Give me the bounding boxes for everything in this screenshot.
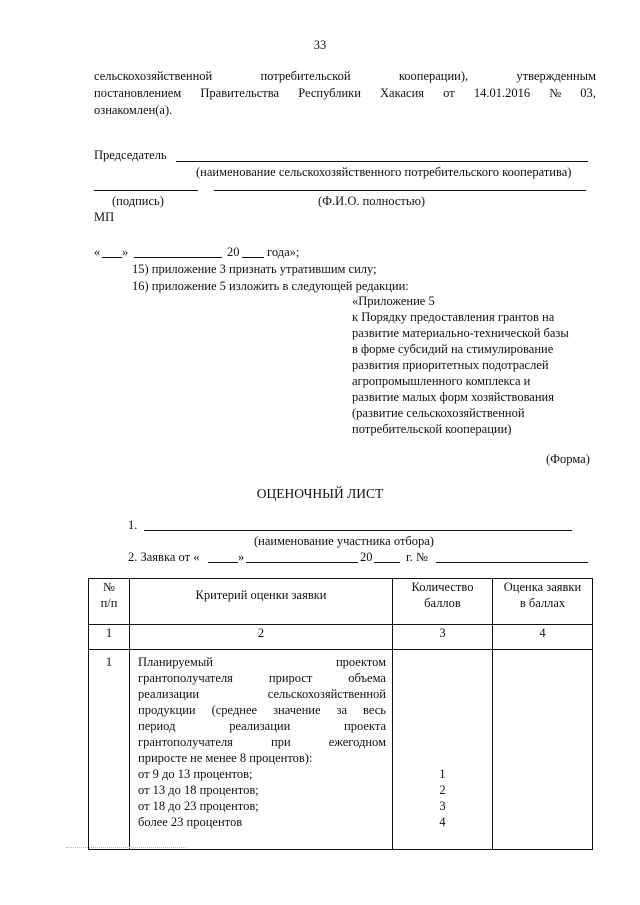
table-header-row — [89, 579, 593, 625]
score-1: 1 — [439, 767, 446, 781]
header-points: Количество баллов — [393, 579, 493, 625]
org-name-caption: (наименование сельскохозяйственного потребительского кооператива) — [196, 165, 572, 179]
intro-line-2: постановлением Правительства Республики Хакасия от 14.01.2016 № 03, — [94, 86, 596, 100]
date-day-line[interactable] — [102, 257, 122, 258]
header-criterion: Критерий оценки заявки — [130, 579, 393, 625]
option-2: от 13 до 18 процентов; — [138, 783, 259, 797]
appendix-line-6: агропромышленного комплекса и — [352, 374, 531, 388]
stamp-label: МП — [94, 210, 115, 224]
appendix-line-2: к Порядку предоставления грантов на — [352, 310, 555, 324]
appendix-line-9: потребительской кооперации) — [352, 422, 512, 436]
signature-line[interactable] — [94, 190, 198, 191]
header-number: № п/п — [89, 579, 130, 625]
application-number-line[interactable] — [436, 562, 588, 563]
appendix-line-8: (развитие сельскохозяйственной — [352, 406, 525, 420]
column-number-3: 3 — [393, 625, 493, 650]
intro-line-1: сельскохозяйственной потребительской кооперации), утвержденным — [94, 69, 596, 83]
row-number: 1 — [89, 650, 130, 850]
score-2: 2 — [439, 783, 446, 797]
application-year-line[interactable] — [374, 562, 400, 563]
criterion-line: реализации сельскохозяйственной — [138, 687, 386, 701]
evaluation-table — [88, 578, 593, 850]
appendix-line-7: развитие малых форм хозяйствования — [352, 390, 554, 404]
field-2-year: 20 — [360, 550, 373, 564]
participant-name-line[interactable] — [144, 530, 572, 531]
application-day-line[interactable] — [208, 562, 238, 563]
page-number: 33 — [313, 38, 327, 52]
fio-line[interactable] — [214, 190, 586, 191]
application-month-line[interactable] — [246, 562, 358, 563]
date-year-line[interactable] — [242, 257, 264, 258]
chairman-label: Председатель — [94, 148, 167, 162]
points-cell — [393, 650, 493, 850]
table-column-numbers-row — [89, 625, 593, 650]
criterion-cell — [130, 650, 393, 850]
appendix-line-3: развитие материально-технической базы — [352, 326, 569, 340]
appendix-line-4: в форме субсидий на стимулирование — [352, 342, 554, 356]
intro-line-3: ознакомлен(а). — [94, 103, 173, 117]
scan-artifact — [66, 846, 186, 848]
column-number-2: 2 — [130, 625, 393, 650]
column-number-4: 4 — [493, 625, 593, 650]
option-3: от 18 до 23 процентов; — [138, 799, 259, 813]
fio-caption: (Ф.И.О. полностью) — [318, 194, 426, 208]
amendment-16: 16) приложение 5 изложить в следующей редакции: — [132, 279, 409, 293]
assessment-cell[interactable] — [493, 650, 593, 850]
field-2-suffix: г. № — [406, 550, 428, 564]
date-month-line[interactable] — [134, 257, 222, 258]
appendix-line-1: «Приложение 5 — [352, 294, 435, 308]
form-label: (Форма) — [546, 452, 590, 466]
score-4: 4 — [439, 815, 446, 829]
participant-caption: (наименование участника отбора) — [254, 534, 434, 548]
signature-caption: (подпись) — [112, 194, 164, 208]
score-3: 3 — [439, 799, 446, 813]
field-1-number: 1. — [128, 518, 138, 532]
criterion-line: Планируемый проектом — [138, 655, 386, 669]
criterion-line: грантополучателя прирост объема — [138, 671, 386, 685]
criterion-line: грантополучателя при ежегодном — [138, 735, 386, 749]
appendix-line-5: развития приоритетных подотраслей — [352, 358, 549, 372]
option-1: от 9 до 13 процентов; — [138, 767, 253, 781]
document-title: ОЦЕНОЧНЫЙ ЛИСТ — [256, 486, 384, 501]
date-year-suffix: года»; — [267, 245, 300, 259]
header-assessment: Оценка заявки в баллах — [493, 579, 593, 625]
column-number-1: 1 — [89, 625, 130, 650]
option-4: более 23 процентов — [138, 815, 243, 829]
table-row — [89, 650, 593, 850]
amendment-15: 15) приложение 3 признать утратившим силу; — [132, 262, 377, 276]
date-close-quote: » — [122, 245, 129, 259]
field-2-close-quote: » — [238, 550, 245, 564]
org-name-line[interactable] — [176, 161, 588, 162]
criterion-line: период реализации проекта — [138, 719, 386, 733]
criterion-line: приросте не менее 8 процентов): — [138, 751, 313, 765]
date-open-quote: « — [94, 245, 101, 259]
field-2-prefix: 2. Заявка от « — [128, 550, 200, 564]
criterion-line: продукции (среднее значение за весь — [138, 703, 386, 717]
date-year-prefix: 20 — [227, 245, 240, 259]
